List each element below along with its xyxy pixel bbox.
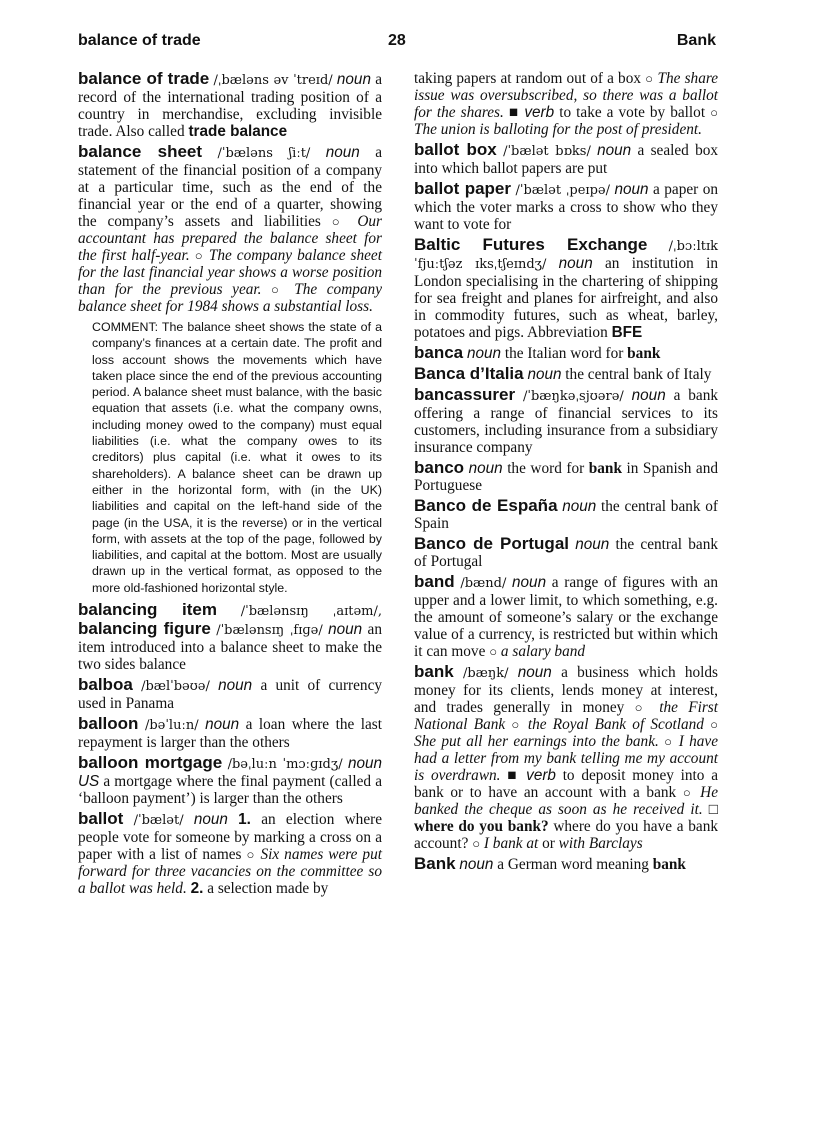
example: I bank at [483, 835, 539, 852]
definition: a bank offering a range of financial services to its customers, including insurance from a subsidiary insurance company [414, 387, 719, 456]
part-of-speech: noun [517, 664, 552, 681]
headword: ballot [78, 809, 124, 829]
running-head-left: balance of trade [78, 32, 201, 49]
page-number: 28 [388, 32, 406, 49]
pronunciation: /bælˈbəʊə/ [141, 679, 210, 695]
example-separator: ○ [489, 644, 498, 659]
headword: banco [414, 458, 465, 477]
abbreviation: BFE [611, 324, 643, 341]
pronunciation: /ˈbælət ˌpeɪpə/ [515, 183, 610, 198]
example: I have had a letter from my bank telling me my account is overdrawn. [414, 733, 718, 784]
part-of-speech: noun [558, 255, 593, 272]
definition: a selection made by [207, 880, 329, 898]
headword: Baltic Futures Exchange [414, 235, 648, 254]
definition: a loan where the last repayment is larger than the others [78, 716, 383, 752]
example: The company balance sheet for the last financial year shows a worse position than for the previous year. [78, 247, 382, 298]
definition: a sealed box into which ballot papers are put [414, 142, 719, 177]
sense-number: 1. [238, 811, 251, 829]
example: Six names were put forward for three vacancies on the committee so a ballot was held. [78, 846, 382, 898]
sense-number: 2. [190, 880, 204, 898]
headword: balance of trade [78, 69, 210, 88]
entry-balloon [78, 715, 382, 751]
pronunciation: /ˈbæŋkəˌsjʊərə/ [523, 389, 624, 404]
definition: to deposit money into a bank or to have an account with a bank [414, 767, 718, 801]
entry-banco [414, 459, 718, 494]
pronunciation: /ˈbælənsɪŋ ˌfɪɡə/ [216, 623, 323, 639]
example-separator: ○ [246, 847, 256, 863]
headword: Banco de España [414, 496, 558, 515]
headword: Banca d’Italia [414, 364, 524, 383]
pos-marker: ■ [507, 767, 520, 784]
entry-balancing-item [78, 601, 382, 673]
entry-banca [414, 344, 718, 362]
part-of-speech: noun [459, 856, 494, 873]
definition: a mortgage where the final payment (called a ‘balloon payment’) is larger than the others [78, 773, 382, 808]
entry-bank [414, 663, 718, 852]
entry-ballot-box [414, 141, 718, 177]
definition: a statement of the financial position of a company at a particular time, such as the end of the financial year or the end of a quarter, showing the company’s assets and liabilities [78, 144, 383, 230]
definition: a business which holds money for its clients, lends money at interest, and trades generally in money [414, 664, 719, 716]
part-of-speech: noun [466, 345, 501, 362]
example: The share issue was oversubscribed, so there was a ballot for the shares. [414, 70, 719, 121]
phrase-definition: where do you have a bank account? [414, 818, 718, 852]
part-of-speech: noun [336, 71, 371, 88]
part-of-speech: verb [526, 767, 556, 784]
entry-ballot-continued [414, 70, 718, 138]
headword: balloon mortgage [78, 753, 223, 773]
example-separator: ○ [472, 836, 481, 851]
definition: to take a vote by ballot [559, 104, 706, 121]
definition: an election where people vote for someone by marking a cross on a paper with a list of names [78, 811, 382, 864]
part-of-speech: noun [631, 387, 666, 404]
entry-balance-of-trade [78, 70, 382, 140]
example-separator: ○ [664, 734, 674, 749]
entry-Bank-german [414, 855, 718, 873]
pronunciation: /bæŋk/ [462, 666, 509, 681]
headword: ballot box [414, 140, 497, 159]
definition: the central bank of Portugal [414, 536, 718, 570]
example-separator: ○ [710, 717, 719, 732]
headword: balloon [78, 714, 139, 734]
part-of-speech: noun [512, 574, 547, 591]
entry-balboa [78, 676, 382, 712]
headword: banca [414, 343, 464, 362]
definition: an item introduced into a balance sheet to make the two sides balance [78, 621, 382, 674]
comment-box: COMMENT: The balance sheet shows the state of a company’s finances at a certain date. The profit and loss account shows the movements which have taken place since the end of the previous accounting period. A balance sheet must balance, with the basic equation that assets (i.e. what the company owns, including money owed to the company) must equal liabilities (i.e. what the company owes to its creditors) plus capital (i.e. what it owes to its shareholders). A balance sheet can be drawn up either in the horizontal form, with (in the UK) liabilities and capital on the left-hand side of the page (in the USA, it is the reverse) or in the vertical form, with assets at the top of the page, followed by liabilities, and capital at the bottom. Most are usually drawn up in the vertical format, as opposed to the more old-fashioned horizontal style. [92, 320, 382, 595]
part-of-speech: noun [527, 366, 562, 383]
pronunciation: /bəˌluːn ˈmɔːɡɪdʒ/ [227, 757, 343, 773]
headword: Banco de Portugal [414, 534, 569, 553]
definition: the word for [507, 460, 585, 477]
example: He banked the cheque as soon as he received it. [414, 784, 719, 818]
headword: bank [414, 662, 454, 681]
definition: a record of the international trading position of a country in merchandise, excluding invisible trade. Also called [78, 71, 383, 140]
example: She put all her earnings into the bank. [414, 733, 659, 750]
definition: taking papers at random out of a box [414, 70, 641, 87]
cross-reference: bank [652, 856, 686, 873]
example-separator: ○ [331, 214, 347, 229]
pos-marker: ■ [508, 104, 520, 121]
example-separator: ○ [645, 71, 654, 86]
example: with Barclays [558, 835, 643, 852]
example: the First National Bank [414, 699, 718, 733]
part-of-speech: noun [205, 716, 240, 734]
example-separator: ○ [511, 717, 522, 732]
entry-ballot [78, 810, 382, 897]
example-separator: ○ [710, 105, 718, 120]
cross-reference: trade balance [188, 123, 288, 140]
definition: the central bank of Spain [414, 498, 718, 532]
phrase: where do you bank? [414, 818, 549, 835]
entry-balance-sheet [78, 143, 382, 315]
entry-ballot-paper [414, 180, 718, 233]
pronunciation: /ˌbɔːltɪk ˈfjuːtʃəz ɪksˌtʃeɪndʒ/ [414, 239, 719, 272]
pronunciation: /ˈbælət/ [133, 813, 184, 829]
cross-reference: bank [627, 345, 661, 362]
example: Our accountant has prepared the balance sheet for the first half-year. [78, 213, 383, 264]
example-separator: ○ [194, 248, 204, 263]
definition: in Spanish and Portuguese [414, 460, 719, 494]
headword: balance sheet [78, 142, 203, 161]
pronunciation: /bænd/ [460, 576, 507, 591]
pronunciation: /ˌbæləns əv ˈtreɪd/ [213, 73, 333, 88]
part-of-speech: noun [562, 498, 597, 515]
example-separator: ○ [682, 785, 694, 800]
headword: ballot paper [414, 179, 511, 198]
headword-variant: balancing figure [78, 619, 211, 639]
example: The union is balloting for the post of president. [414, 121, 702, 138]
entry-banca-ditalia [414, 365, 718, 383]
headword: Bank [414, 854, 456, 873]
example: The company balance sheet for 1984 shows a substantial loss. [78, 281, 382, 315]
headword: balancing item [78, 600, 217, 620]
cross-reference: bank [588, 460, 622, 477]
entry-band [414, 573, 718, 660]
definition: the central bank of Italy [565, 366, 712, 383]
example-separator: ○ [271, 282, 285, 297]
definition: a range of figures with an upper and a lower limit, to which something, e.g. the amount of someone’s salary or the exchange value of a currency, is restricted but within which it can move [414, 574, 718, 660]
entry-balloon-mortgage [78, 754, 382, 807]
part-of-speech: noun [328, 621, 363, 639]
example: a salary band [500, 643, 586, 660]
headword: bancassurer [414, 385, 516, 404]
connector: or [542, 835, 555, 852]
part-of-speech: noun [575, 536, 610, 553]
part-of-speech: noun [218, 677, 253, 695]
phrase-marker: □ [708, 801, 718, 818]
definition: a unit of currency used in Panama [78, 677, 383, 713]
example: the Royal Bank of Scotland [527, 716, 704, 733]
entry-bancassurer [414, 386, 718, 456]
part-of-speech: noun US [78, 755, 383, 791]
running-head-right: Bank [676, 32, 716, 49]
entry-baltic-futures-exchange [414, 236, 718, 341]
entry-banco-de-portugal [414, 535, 718, 570]
definition: the Italian word for [504, 345, 624, 362]
part-of-speech: noun [325, 144, 360, 161]
headword: band [414, 572, 455, 591]
definition: a paper on which the voter marks a cross to show who they want to vote for [414, 181, 718, 233]
pronunciation: /bəˈluːn/ [144, 718, 199, 734]
headword: balboa [78, 675, 133, 695]
part-of-speech: verb [524, 104, 555, 121]
entry-banco-de-espana [414, 497, 718, 532]
part-of-speech: noun [193, 811, 228, 829]
part-of-speech: noun [468, 460, 503, 477]
part-of-speech: noun [614, 181, 649, 198]
definition: an institution in London specialising in the chartering of shipping for sea freight and planes for airfreight, and also in commodity futures, such as wheat, barley, potatoes and pigs. Abbreviation [414, 255, 718, 341]
right-column [414, 70, 718, 876]
part-of-speech: noun [597, 142, 632, 159]
definition: a German word meaning [497, 856, 649, 873]
left-column [78, 70, 382, 900]
example-separator: ○ [634, 700, 649, 715]
pronunciation: /ˈbælət bɒks/ [503, 144, 591, 159]
pronunciation: /ˈbælənsɪŋ ˌaɪtəm/, [240, 604, 383, 620]
pronunciation: /ˈbæləns ʃiːt/ [217, 146, 311, 161]
